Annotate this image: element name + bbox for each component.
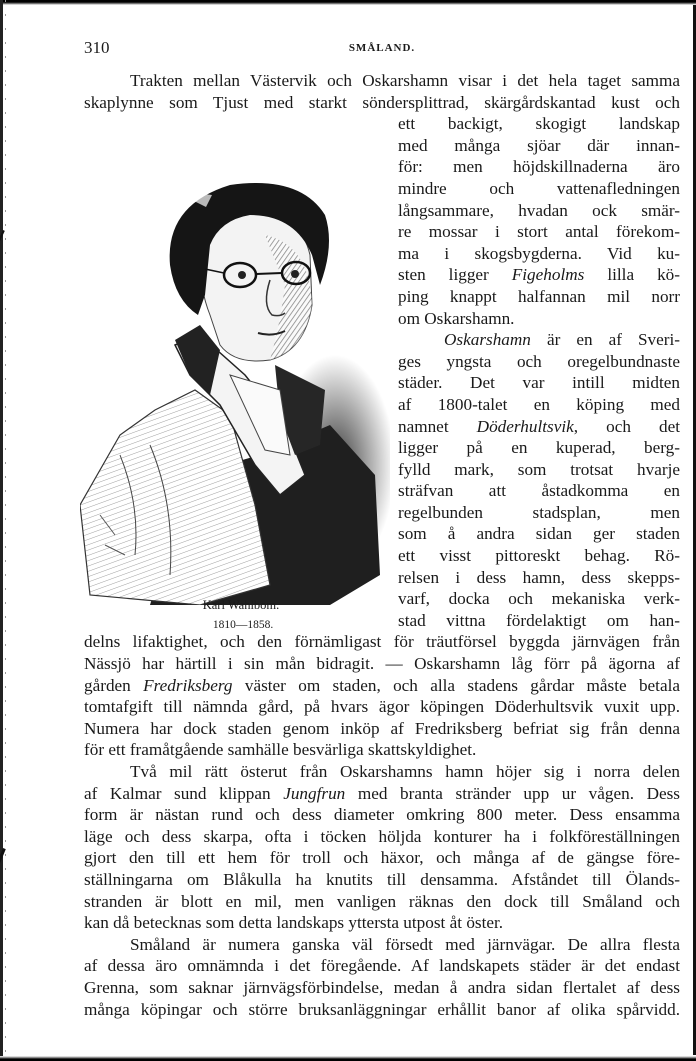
portrait-figure [70, 113, 392, 631]
scan-border-bottom [0, 1056, 696, 1061]
figure-caption-name: Karl Wahlbom. [202, 598, 280, 613]
text-line: ges yngsta och oregelbundnaste [398, 351, 680, 371]
running-head [84, 38, 680, 58]
text-line: ställningarna om Blåkulla ha knutits till densamma. Afståndet till Ölands- [84, 869, 680, 889]
text-line: af Kalmar sund klippan Jungfrun med branta stränder upp ur vågen. Dess [84, 783, 680, 803]
text-line: ma i skogsbygderna. Vid ku- [398, 243, 680, 263]
text-line: varf, docka och mekaniska verk- [398, 589, 680, 609]
paragraph-2-full-lines [84, 631, 680, 761]
scan-border-left-dots [5, 0, 6, 1061]
text-line: Grenna, som saknar järnvägsförbindelse, medan å andra sidan flertalet af dess [84, 977, 680, 997]
text-line: gjort den till ett hem för troll och häxor, och många af de gängse före- [84, 848, 680, 868]
text-line: af dessa äro omnämnda i det föregående. Af landskapets städer är det endast [84, 956, 680, 976]
italic-term: Fredriksberg [143, 675, 233, 695]
text-line: gården Fredriksberg väster om staden, och alla stadens gårdar måste betala [84, 675, 680, 695]
figure-caption-years: 1810—1858. [212, 619, 274, 632]
text-line: re mossar i stort antal förekom- [398, 222, 680, 242]
text-line: tomtafgift till nämnda gård, på hvars ägor köpingen Döderhultsvik vuxit upp. [84, 697, 680, 717]
italic-term: Figeholms [511, 265, 585, 285]
page-number: 310 [84, 38, 110, 57]
text-line: relsen i dess hamn, dess skepps- [398, 567, 680, 587]
text-line: mindre och vattenafledningen [398, 178, 680, 198]
running-head-title: SMÅLAND. [348, 42, 416, 54]
text-line: ett visst pittoreskt behag. Rö- [398, 546, 680, 566]
text-line: delns lifaktighet, och den förnämligast för träutförsel byggda järnvägen från [84, 632, 680, 652]
text-line: stranden är blott en mil, men vanligen räknas den dock till Småland och [84, 891, 680, 911]
text-line: för: men höjdskillnaderna äro [398, 157, 680, 177]
text-line: för ett framåtgående samhälle besvärliga skattskyldighet. [84, 740, 477, 760]
text-line: städer. Det var intill midten [398, 373, 680, 393]
text-line: af 1800-talet en köping med [398, 394, 680, 414]
text-line: Trakten mellan Västervik och Oskarshamn visar i det hela taget samma [130, 71, 680, 90]
text-line: Nässjö har härtill i sin mån bidragit. — Oskarshamn låg förr på ägorna af [84, 654, 680, 674]
italic-term: Oskarshamn [444, 330, 531, 350]
text-line: sträfvan att åstadkomma en [398, 481, 680, 501]
scan-border-left [0, 0, 3, 1061]
text-line: sten ligger Figeholms lilla kö- [398, 265, 680, 285]
text-line: ping knappt halfannan mil norr [398, 286, 680, 306]
text-line: Två mil rätt österut från Oskarshamns hamn höjer sig i norra delen [130, 762, 680, 781]
text-line: om Oskarshamn. [398, 308, 515, 328]
text-line: regelbunden stadsplan, men [398, 502, 680, 522]
text-line: som å andra sidan ger staden [398, 524, 680, 544]
italic-term: Döderhultsvik [476, 416, 574, 436]
scan-border-top [0, 0, 696, 5]
text-line: Numera har dock staden genom inköp af Fredriksberg befriat sig från denna [84, 718, 680, 738]
text-line: ett backigt, skogigt landskap [398, 114, 680, 134]
text-line: stad vittna fördelaktigt om han- [398, 610, 680, 630]
text-line: ligger på en kuperad, berg- [398, 438, 680, 458]
paragraph-3 [84, 761, 680, 934]
text-line: fylld mark, som trotsat hvarje [398, 459, 680, 479]
portrait-engraving [80, 175, 390, 605]
text-line: Småland är numera ganska väl försedt med järnvägar. De allra flesta [130, 934, 680, 954]
text-line: namnet Döderhultsvik, och det [398, 416, 680, 436]
text-line: många köpingar och större bruksanläggningar erhållit banor af olika spårvidd. [84, 999, 680, 1019]
text-line: kan då betecknas som detta landskaps yttersta utpost åt öster. [84, 913, 504, 933]
text-line: med många sjöar där innan- [398, 135, 680, 155]
paragraph-1-full-lines [84, 70, 680, 113]
text-line: form är nästan rund och dess diameter omkring 800 meter. Dess ensamma [84, 805, 680, 825]
text-line: långsammare, hvadan ock smär- [398, 200, 680, 220]
text-line: läge och dess skarpa, ofta i töcken höljda konturer ha i folkföreställningen [84, 826, 680, 846]
italic-term: Jungfrun [283, 783, 346, 803]
body-text [84, 70, 680, 1020]
paragraph-4 [84, 934, 680, 1020]
text-line: Oskarshamn är en af Sveri- [444, 330, 680, 350]
text-line: skaplynne som Tjust med starkt söndersplittrad, skärgårdskantad kust och [84, 92, 680, 112]
